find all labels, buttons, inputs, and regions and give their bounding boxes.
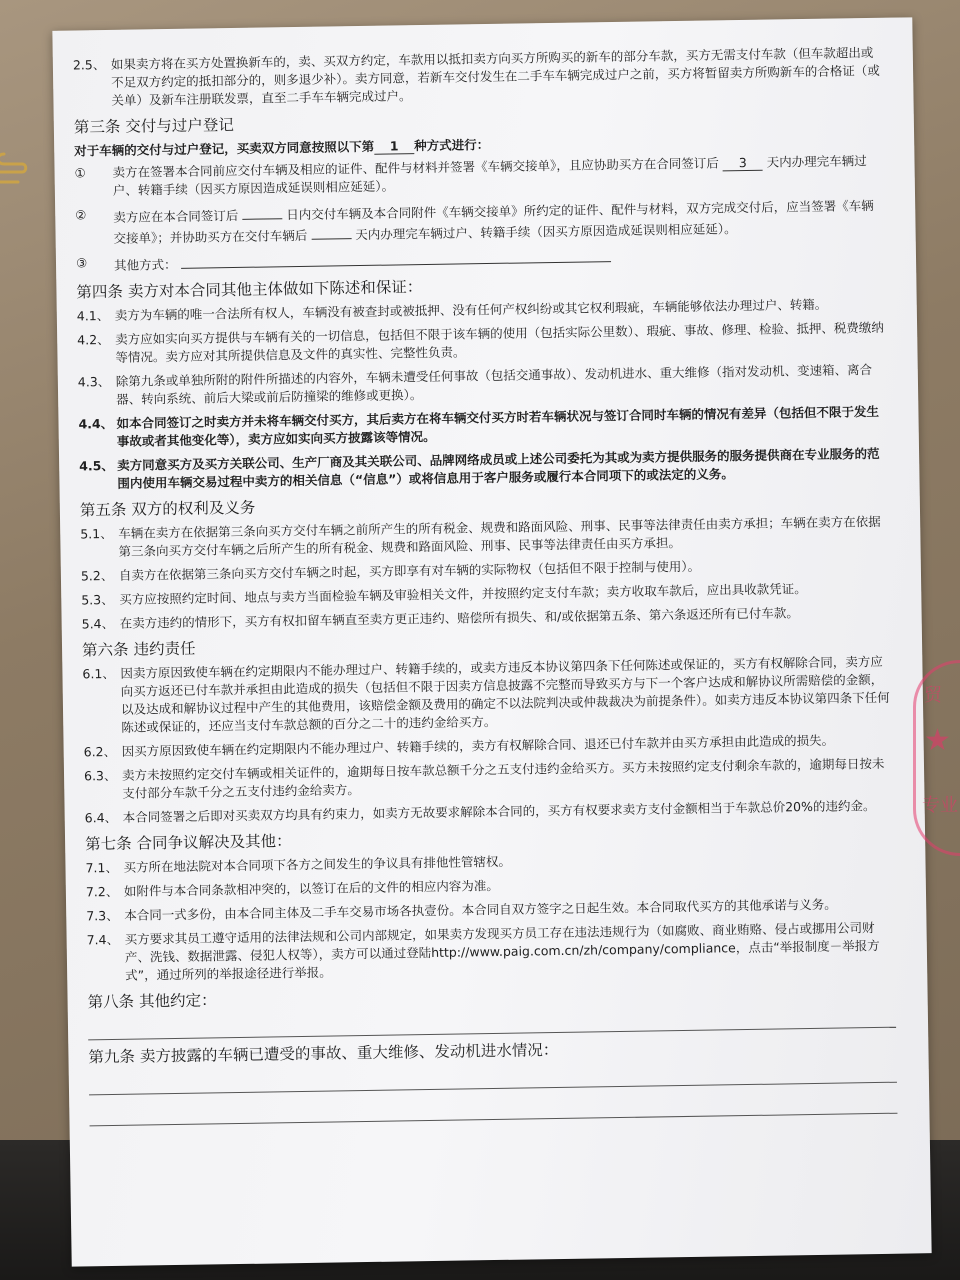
intro-text-b: 种方式进行：: [414, 136, 490, 154]
option-2-text-a: 卖方应在本合同签订后: [113, 207, 239, 225]
clause-number: 6.4、: [84, 809, 118, 826]
clause-text: 买方应按照约定时间、地点与卖方当面检验车辆及审验相关文件，并按照约定支付车款；卖方收取车款后，应出具收款凭证。: [119, 581, 807, 607]
option-1-text-a: 卖方在签署本合同前应交付车辆及相应的证件、配件与材料并签署《车辆交接单》，且应协助买方在合同签订后: [112, 155, 719, 180]
clause-text: 本合同一式多份，由本合同主体及二手车交易市场各执壹份。本合同自双方签字之日起生效。本合同取代买方的其他承诺与义务。: [124, 896, 837, 923]
article-5-title: 第五条 双方的权利及义务: [79, 498, 256, 520]
clause-number: 6.3、: [83, 767, 117, 784]
clause-4-2: [77, 319, 885, 368]
option-marker: ③: [75, 255, 88, 271]
clause-number: 6.2、: [83, 743, 117, 760]
clause-text: 卖方未按照约定交付车辆或相关证件的，逾期每日按车款总额千分之五支付违约金给买方。买方未按照约定支付剩余车款的，逾期每日按未支付部分车款千分之五支付违约金给卖方。: [121, 755, 885, 801]
option-3: [76, 242, 884, 276]
clause-text: 如附件与本合同条款相冲突的，以签订在后的文件的相应内容为准。: [123, 877, 499, 899]
clause-6-3: [84, 755, 892, 804]
clause-number: 4.5、: [79, 457, 114, 474]
clause-text: 如本合同签订之时卖方并未将车辆交付买方，其后卖方在将车辆交付买方时若车辆状况与签订合同时车辆的情况有差异（包括但不限于发生事故或者其他变化等），卖方应如实向买方披露该等情况。: [116, 403, 880, 449]
contract-page: [52, 17, 931, 1266]
option-2-text-b: 日内交付车辆及本合同附件《车辆交接单》所约定的证件、配件与材料，双方完成交付后，应当签署《车辆交接单》；并协助买方在交付车辆后: [113, 197, 874, 246]
clause-text: 车辆在卖方在依据第三条向买方交付车辆之前所产生的所有税金、规费和路面风险、刑事、民事等法律责任由卖方承担；车辆在卖方在依据第三条向买方交付车辆之后所产生的所有税金、规费和路面风险、刑事、民事等法律责任由买方承担。: [118, 513, 881, 559]
option-1-days-field: 3: [723, 155, 763, 172]
clause-number: 4.2、: [77, 331, 110, 348]
option-marker: ①: [74, 165, 86, 181]
contract-content: [73, 44, 898, 1135]
star-icon: ★: [924, 723, 951, 758]
clause-text: 本合同签署之后即对买卖双方均具有约束力，如卖方无故要求解除本合同的，买方有权要求卖方支付金额相当于车款总价20%的违约金。: [122, 797, 876, 825]
clause-2-5: [73, 44, 882, 111]
clause-4-3: [78, 361, 886, 410]
clause-number: 2.5、: [72, 57, 106, 73]
option-1-text-b: 天内办理完车辆过户、转籍手续（因买方原因造成延误则相应延延）。: [112, 153, 867, 198]
option-2: [75, 194, 884, 249]
option-2-text-c: 天内办理完车辆过户、转籍手续（因买方原因造成延误则相应延延）。: [355, 221, 737, 243]
option-1: [74, 152, 882, 201]
option-2-transfer-days-field: [311, 223, 351, 240]
clause-number: 4.3、: [77, 373, 111, 390]
clause-number: 7.4、: [86, 931, 120, 948]
other-method-field: [180, 246, 610, 269]
clause-text: 因买方原因致使车辆在约定期限内不能办理过户、转籍手续的，卖方有权解除合同、退还已付车款并由买方承担由此造成的损失。: [121, 732, 835, 759]
clause-4-4: [78, 403, 886, 452]
option-marker: ②: [75, 207, 87, 223]
article-3-title: 第三条 交付与过户登记: [73, 115, 234, 137]
clause-number: 5.2、: [80, 567, 114, 584]
clause-number: 7.2、: [85, 883, 119, 900]
option-3-label: 其他方式：: [113, 256, 177, 273]
clause-text: 卖方应如实向买方提供与车辆有关的一切信息，包括但不限于该车辆的使用（包括实际公里数）、瑕疵、事故、修理、检验、抵押、税费缴纳等情况。卖方应对其所提供信息及文件的真实性、完整性负责。: [115, 319, 884, 365]
option-2-delivery-days-field: [242, 203, 282, 220]
clause-number: 6.1、: [82, 665, 115, 682]
clause-5-1: [80, 513, 888, 562]
article-8-title: 第八条 其他约定：: [87, 991, 217, 1012]
delivery-method-field: 1: [374, 138, 414, 155]
clause-text: 除第九条或单独所附的附件所描述的内容外，车辆未遭受任何事故（包括交通事故）、发动机进水、重大维修（指对发动机、变速箱、离合器、转向系统、前后大梁或前后防撞梁的维修或更换）。: [115, 361, 873, 407]
clause-text: 如果卖方将在买方处置换新车的，卖、买双方约定，车款用以抵扣卖方向买方所购买的新车的部分车款，买方无需支付车款（但车款超出或不足双方约定的抵扣部分的，则多退少补）。卖方同意，若新车交付发生在二手车车辆完成过户之前，买方将暂留卖方所购新车的合格证（或关单）及新车注册联发票，直至二手车车辆完成过户。: [110, 44, 880, 108]
clause-6-1: [82, 653, 891, 738]
clause-number: 4.4、: [78, 415, 114, 432]
clause-text: 卖方同意买方及买方关联公司、生产厂商及其关联公司、品牌网络成员或上述公司委托为其或为卖方提供服务的服务提供商在专业服务的范围内使用车辆交易过程中卖方的相关信息（“信息”）或将信息用于客户服务或履行本合同项下的或法定的义务。: [117, 445, 880, 491]
clause-text: 因卖方原因致使车辆在约定期限内不能办理过户、转籍手续的，或卖方违反本协议第四条下任何陈述或保证的，买方有权解除合同，卖方应向买方返还已付车款并承担由此造成的损失（包括但不限于因卖方信息披露不完整而导致买方与下一个客户达成和解协议所需赔偿的金额，以及达成和解协议过程中产生的其他费用，该赔偿金额及费用的确定不以法院判决或仲裁裁决为前提条件）。如卖方违反本协议第四条下任何陈述或保证的，还应当支付车款总额的百分之二十的违约金给买方。: [120, 653, 890, 735]
disclosure-line-2: [89, 1091, 897, 1127]
clause-7-4: [86, 919, 895, 986]
clause-text: 买方要求其员工遵守适用的法律法规和公司内部规定，如果卖方发现买方员工存在违法违规行为（如腐败、商业贿赂、侵占或挪用公司财产、洗钱、数据泄露、侵犯人权等），卖方可以通过登陆http://www.paig.com.cn/zh/company/compliance，点击“举报制度－举报方式”，通过所列的举报途径进行举报。: [124, 920, 880, 983]
clause-number: 7.1、: [85, 859, 119, 876]
article-7-title: 第七条 合同争议解决及其他：: [84, 832, 292, 854]
article-4-title: 第四条 卖方对本合同其他主体做如下陈述和保证：: [76, 278, 423, 302]
clause-text: 在卖方违约的情形下，买方有权扣留车辆直至卖方更正违约、赔偿所有损失、和/或依据第五条、第六条返还所有已付车款。: [119, 605, 799, 631]
clause-text: 自卖方在依据第三条向买方交付车辆之时起，买方即享有对车辆的实际物权（包括但不限于控制与使用）。: [118, 558, 701, 583]
other-agreement-line: [88, 1005, 896, 1041]
clause-number: 5.3、: [81, 591, 114, 608]
clause-number: 5.1、: [80, 525, 113, 542]
disclosure-line-1: [89, 1060, 897, 1096]
article-9-title: 第九条 卖方披露的车辆已遭受的事故、重大维修、发动机进水情况：: [88, 1041, 559, 1067]
paperclip-icon: [0, 150, 28, 210]
red-seal-stamp: 贸 ★ 专业: [913, 660, 960, 856]
clause-text: 买方所在地法院对本合同项下各方之间发生的争议具有排他性管辖权。: [123, 853, 512, 875]
article-6-title: 第六条 违约责任: [81, 639, 196, 660]
clause-text: 卖方为车辆的唯一合法所有权人，车辆没有被查封或被抵押、没有任何产权纠纷或其它权利瑕疵，车辆能够依法办理过户、转籍。: [114, 296, 828, 323]
clause-number: 4.1、: [76, 307, 110, 324]
intro-text-a: 对于车辆的交付与过户登记，买卖双方同意按照以下第: [74, 138, 375, 159]
clause-number: 5.4、: [81, 615, 115, 632]
clause-number: 7.3、: [86, 907, 119, 924]
clause-4-5: [79, 445, 887, 494]
